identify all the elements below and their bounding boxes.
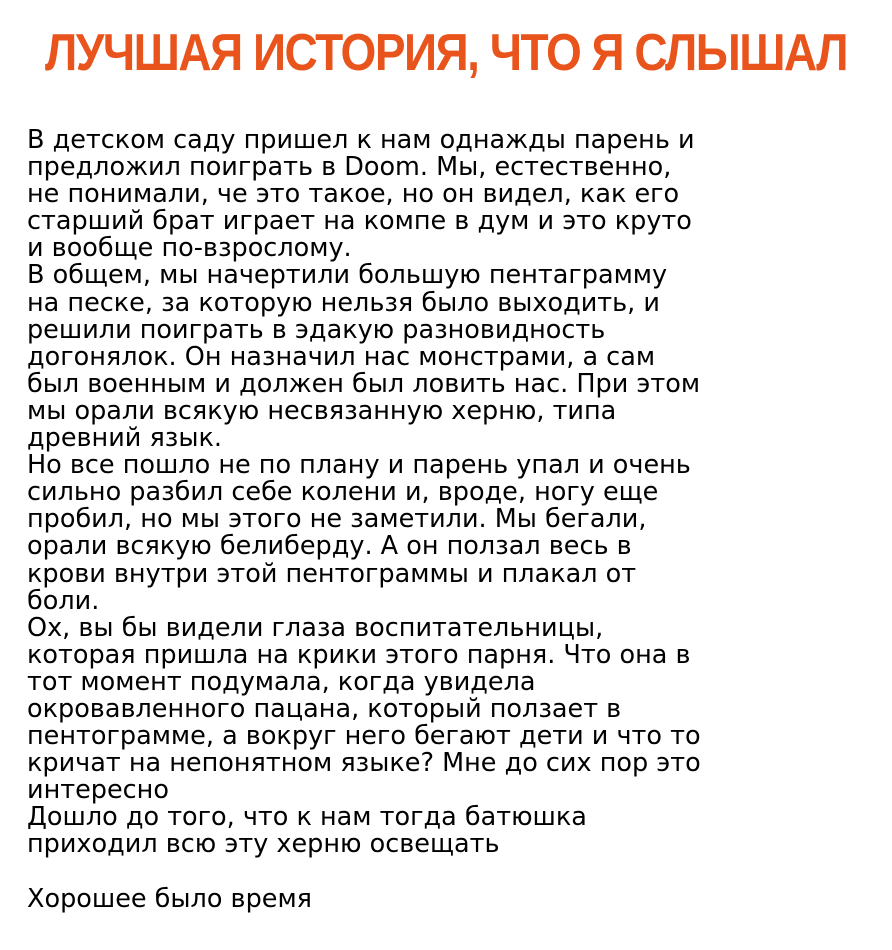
story-line: окровавленного пацана, который ползает в	[27, 693, 622, 724]
story-line: догонялок. Он назначил нас монстрами, а сам	[27, 341, 656, 372]
story-line: боли.	[27, 585, 100, 616]
story-line: приходил всю эту херню освещать	[27, 829, 500, 860]
story-line: орали всякую белиберду. А он ползал весь в	[27, 531, 632, 562]
story-line: древний язык.	[27, 423, 222, 454]
story-line: В детском саду пришел к нам однажды парень и	[27, 125, 695, 155]
story-line: кричат на непонятном языке? Мне до сих пор это	[27, 748, 701, 779]
story-line: пентограмме, а вокруг него бегают дети и что то	[27, 721, 701, 752]
story-line: решили поиграть в эдакую разновидность	[27, 314, 606, 345]
story-line: пробил, но мы этого не заметили. Мы бегали,	[27, 504, 647, 535]
page-title: ЛУЧШАЯ ИСТОРИЯ, ЧТО Я СЛЫШАЛ	[44, 23, 848, 82]
story-line: интересно	[27, 775, 169, 806]
story-line: и вообще по-взрослому.	[27, 233, 352, 264]
story-line: был военным и должен был ловить нас. При этом	[27, 368, 701, 399]
story-body	[27, 127, 867, 913]
story-line: крови внутри этой пентограммы и плакал от	[27, 558, 637, 589]
story-line: Ох, вы бы видели глаза воспитательницы,	[27, 612, 604, 643]
story-line: старший брат играет на компе в дум и это круто	[27, 206, 692, 237]
story-line: предложил поиграть в Doom. Мы, естественно,	[27, 152, 672, 183]
story-line: тот момент подумала, когда увидела	[27, 666, 536, 697]
story-line: сильно разбил себе колени и, вроде, ногу еще	[27, 477, 659, 508]
story-line: на песке, за которую нельзя было выходить, и	[27, 287, 660, 318]
story-line: мы орали всякую несвязанную херню, типа	[27, 395, 617, 426]
story-line: не понимали, че это такое, но он видел, как его	[27, 179, 680, 210]
story-line: В общем, мы начертили большую пентаграмму	[27, 260, 668, 291]
story-line: Дошло до того, что к нам тогда батюшка	[27, 802, 587, 833]
closing-line: Хорошее было время	[27, 883, 313, 914]
story-line: Но все пошло не по плану и парень упал и очень	[27, 450, 691, 481]
paragraph-gap	[27, 859, 867, 886]
story-line: которая пришла на крики этого парня. Что она в	[27, 639, 691, 670]
